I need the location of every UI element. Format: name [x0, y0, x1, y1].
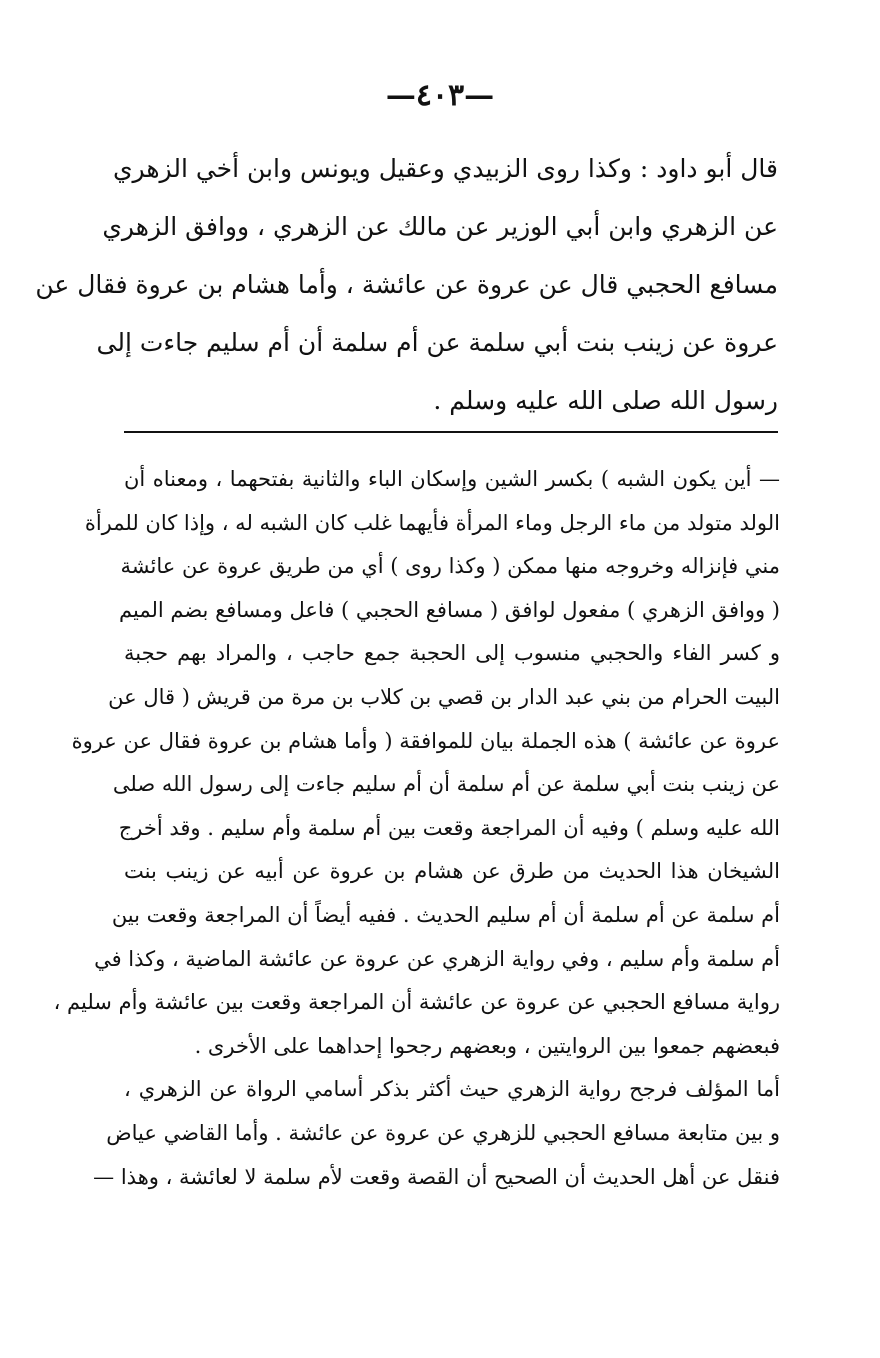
hadith-line: مسافع الحجبي قال عن عروة عن عائشة ، وأما هشام بن عروة فقال عن	[35, 270, 778, 299]
commentary-line: الشيخان هذا الحديث من طرق عن هشام بن عروة عن أبيه عن زينب بنت	[124, 859, 780, 884]
hadith-line: عروة عن زينب بنت أبي سلمة عن أم سلمة أن أم سليم جاءت إلى	[96, 328, 778, 357]
hadith-line: عن الزهري وابن أبي الوزير عن مالك عن الزهري ، ووافق الزهري	[102, 212, 778, 241]
commentary-text	[53, 458, 780, 1199]
commentary-line: ( ووافق الزهري ) مفعول لوافق ( مسافع الحجبي ) فاعل ومسافع بضم الميم	[119, 597, 780, 622]
commentary-line: و بين متابعة مسافع الحجبي للزهري عن عروة عن عائشة . وأما القاضي عياض	[106, 1120, 780, 1145]
commentary-line: أم سلمة وأم سليم ، وفي رواية الزهري عن عروة عن عائشة الماضية ، وكذا في	[94, 946, 780, 971]
commentary-line: عروة عن عائشة ) هذه الجملة بيان للموافقة ( وأما هشام بن عروة فقال عن عروة	[71, 728, 780, 753]
commentary-line: أما المؤلف فرجح رواية الزهري حيث أكثر بذكر أسامي الرواة عن الزهري ،	[124, 1077, 780, 1102]
commentary-line: الولد متولد من ماء الرجل وماء المرأة فأيهما غلب كان الشبه له ، وإذا كان للمرأة	[84, 510, 780, 535]
commentary-line: فنقل عن أهل الحديث أن الصحيح أن القصة وقعت لأم سلمة لا لعائشة ، وهذا —	[93, 1164, 780, 1189]
hadith-text	[35, 140, 778, 430]
hadith-line: قال أبو داود : وكذا روى الزبيدي وعقيل ويونس وابن أخي الزهري	[112, 154, 778, 183]
commentary-line: — أين يكون الشبه ) بكسر الشين وإسكان الباء والثانية بفتحهما ، ومعناه أن	[124, 467, 780, 491]
commentary-line: مني فإنزاله وخروجه منها ممكن ( وكذا روى ) أي من طريق عروة عن عائشة	[120, 554, 780, 579]
commentary-line: و كسر الفاء والحجبي منسوب إلى الحجبة جمع حاجب ، والمراد بهم حجبة	[124, 641, 780, 666]
hadith-line: رسول الله صلى الله عليه وسلم .	[433, 386, 778, 415]
commentary-line: رواية مسافع الحجبي عن عروة عن عائشة أن المراجعة وقعت بين عائشة وأم سليم ،	[53, 990, 780, 1015]
commentary-line: أم سلمة عن أم سلمة أن أم سليم الحديث . ففيه أيضاً أن المراجعة وقعت بين	[111, 902, 780, 927]
page-number: —٤٠٣—	[385, 78, 495, 113]
commentary-line: عن زينب بنت أبي سلمة عن أم سلمة أن أم سليم جاءت إلى رسول الله صلى	[112, 772, 780, 797]
commentary-line: البيت الحرام من بني عبد الدار بن قصي بن كلاب بن مرة من قريش ( قال عن	[108, 684, 780, 709]
section-divider	[124, 431, 778, 433]
commentary-line: فبعضهم جمعوا بين الروايتين ، وبعضهم رجحوا إحداهما على الأخرى .	[194, 1033, 780, 1058]
commentary-line: الله عليه وسلم ) وفيه أن المراجعة وقعت بين أم سلمة وأم سليم . وقد أخرج	[118, 815, 780, 840]
